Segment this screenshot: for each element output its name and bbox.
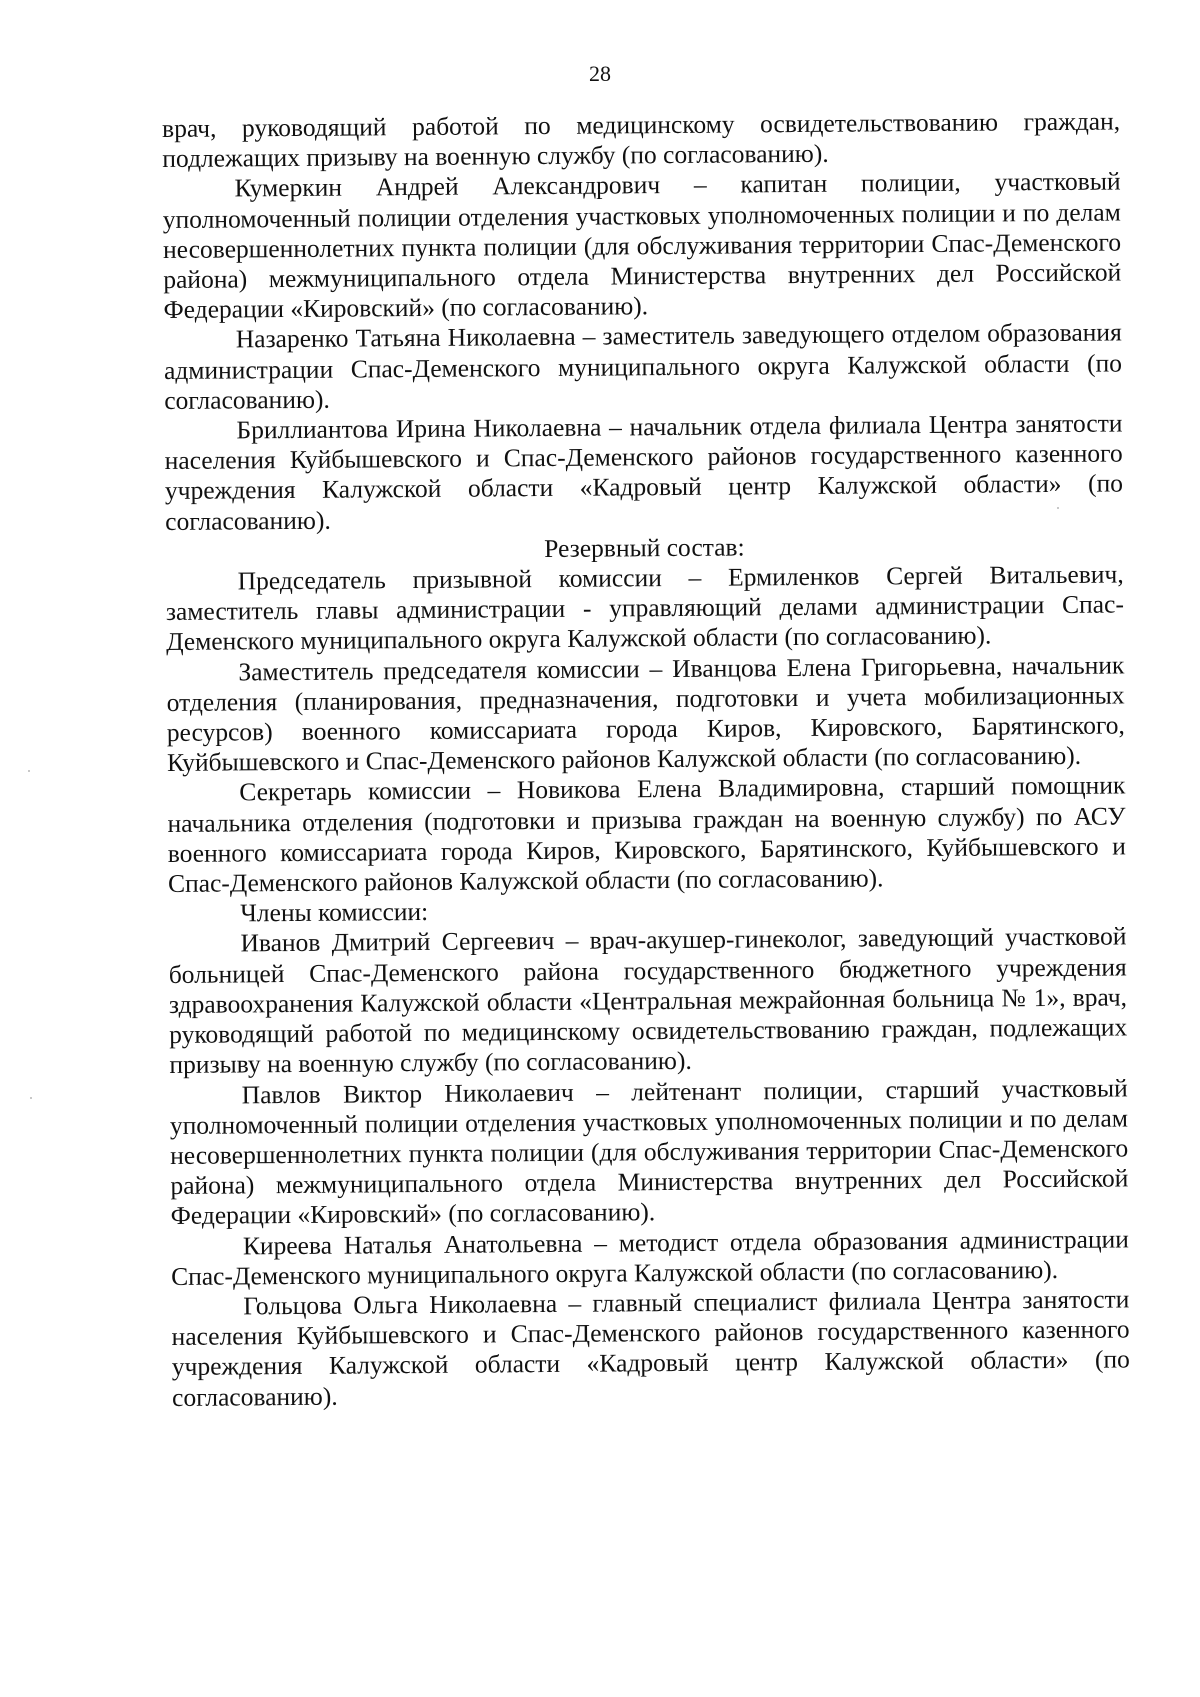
- paragraph-chairman: Председатель призывной комиссии – Ермиленков Сергей Витальевич, заместитель главы администрации - управляющий делами администрации Спас-Деменского муниципального округа Калужской области (по согласованию).: [165, 559, 1124, 657]
- page-number: 28: [589, 61, 611, 86]
- paragraph-brilliantova: Бриллиантова Ирина Николаевна – начальник отдела филиала Центра занятости населения Куйбышевского и Спас-Деменского районов государственного казенного учреждения Калужской области «Кадровый центр Калужской области» (по согласованию).: [164, 408, 1124, 536]
- paragraph-ivanov: Иванов Дмитрий Сергеевич – врач-акушер-гинеколог, заведующий участковой больницей Спас-Деменского района государственного бюджетного учреждения здравоохранения Калужской области «Центральная межрайонная больница № 1», врач, руководящий работой по медицинскому освидетельствованию граждан, подлежащих призыву на военную службу (по согласованию).: [168, 921, 1128, 1080]
- document-body: [162, 106, 1130, 1412]
- paragraph-secretary: Секретарь комиссии – Новикова Елена Владимировна, старший помощник начальника отделения (подготовки и призыва граждан на военную службу) по АСУ военного комиссариата города Киров, Кировского, Барятинского, Куйбышевского и Спас-Деменского районов Калужской области (по согласованию).: [167, 770, 1126, 899]
- paragraph-pavlov: Павлов Виктор Николаевич – лейтенант полиции, старший участковый уполномоченный полиции отделения участковых уполномоченных полиции и по делам несовершеннолетних пункта полиции (для обслуживания территории Спас-Деменского района) межмуниципального отдела Министерства внутренних дел Российской Федерации «Кировский» (по согласованию).: [169, 1072, 1129, 1231]
- scan-speck: [28, 770, 30, 772]
- scan-speck: [1057, 507, 1059, 509]
- section-heading-reserve: Резервный состав:: [544, 532, 745, 563]
- paragraph-deputy-chairman: Заместитель председателя комиссии – Иванцова Елена Григорьевна, начальник отделения (планирования, предназначения, подготовки и учета мобилизационных ресурсов) военного комиссариата города Киров, Кировского, Барятинского, Куйбышевского и Спас-Деменского районов Калужской области (по согласованию).: [166, 650, 1125, 778]
- scan-speck: [30, 1097, 32, 1099]
- paragraph-kumerkin: Кумеркин Андрей Александрович – капитан полиции, участковый уполномоченный полиции отделения участковых уполномоченных полиции и по делам несовершеннолетних пункта полиции (для обслуживания территории Спас-Деменского района) межмуниципального отдела Министерства внутренних дел Российской Федерации «Кировский» (по согласованию).: [162, 166, 1122, 325]
- paragraph-kireeva: Киреева Наталья Анатольевна – методист отдела образования администрации Спас-Деменского муниципального округа Калужской области (по согласованию).: [171, 1223, 1129, 1291]
- paragraph-goltsova: Гольцова Ольга Николаевна – главный специалист филиала Центра занятости населения Куйбышевского и Спас-Деменского районов государственного казенного учреждения Калужской области «Кадровый центр Калужской области» (по согласованию).: [171, 1284, 1130, 1412]
- paragraph-nazarenko: Назаренко Татьяна Николаевна – заместитель заведующего отделом образования администрации Спас-Деменского муниципального округа Калужской области (по согласованию).: [163, 317, 1123, 415]
- subheading-members: Члены комиссии:: [240, 897, 429, 928]
- paragraph-continuation: врач, руководящий работой по медицинскому освидетельствованию граждан, подлежащих призыву на военную службу (по согласованию).: [162, 106, 1121, 174]
